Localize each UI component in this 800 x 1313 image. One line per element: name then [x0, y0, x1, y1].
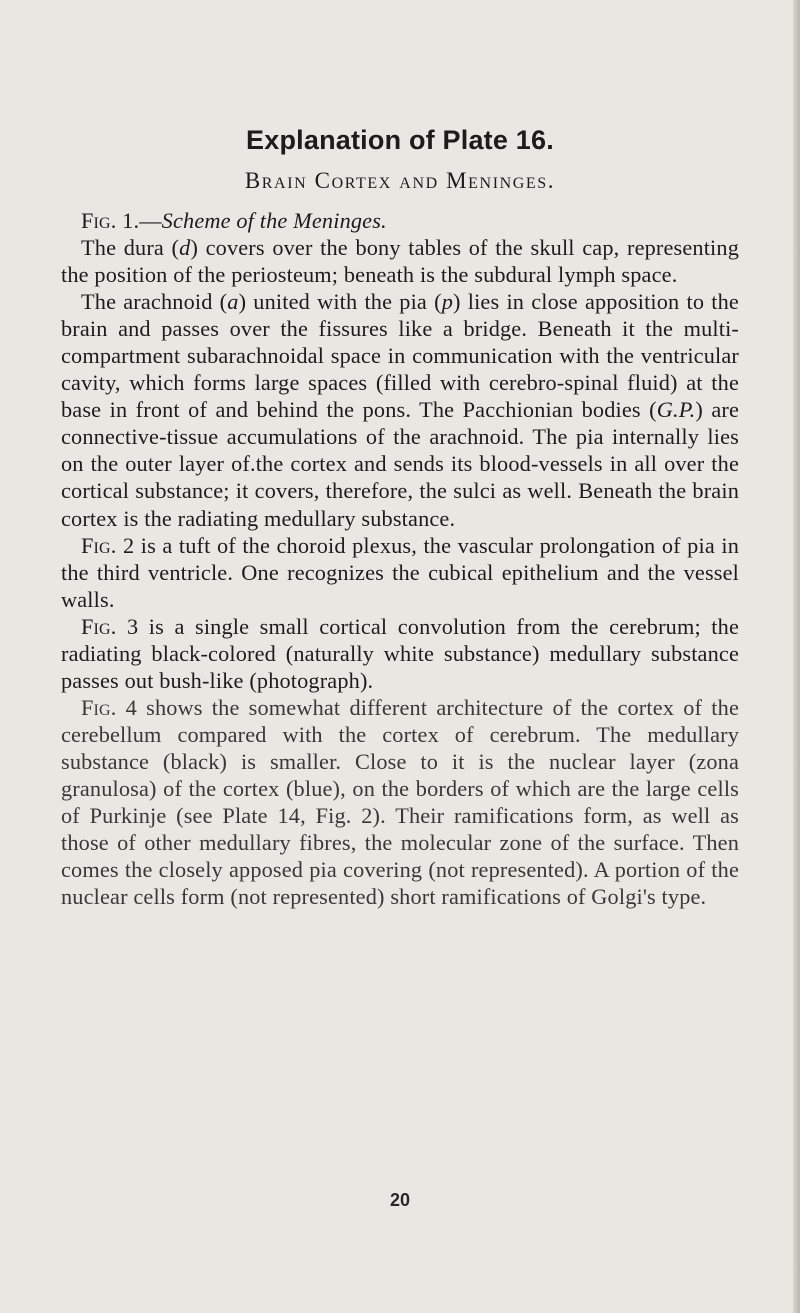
fig2-paragraph — [61, 532, 739, 613]
fig2-text: is a tuft of the choroid plexus, the vascular prolongation of pia in the third ventricle. One recognizes the cubical epithelium and the vessel walls. — [61, 532, 739, 612]
page-number: 20 — [389, 1190, 411, 1210]
fig1-arachnoid-paragraph — [61, 288, 739, 531]
page-edge-shadow — [793, 0, 800, 1313]
text-run: The arachnoid ( — [81, 289, 228, 315]
text-run: The dura ( — [81, 235, 180, 261]
fig4-paragraph — [61, 694, 739, 910]
section-subtitle: Brain Cortex and Meninges. — [244, 168, 556, 193]
plate-explanation-page — [61, 125, 739, 910]
text-run: ) united with the pia ( — [238, 289, 442, 315]
text-run: ) covers over the bony tables of the skull cap, representing the position of the periosteum; beneath is the subdural lymph space. — [61, 235, 739, 288]
fig3-label: Fig. 3 — [81, 613, 139, 639]
fig4-label: Fig. 4 — [81, 694, 137, 720]
fig1-heading: Scheme of the Meninges. — [161, 208, 387, 233]
fig1-heading-paragraph — [61, 207, 739, 234]
fig1-label: Fig. 1. — [81, 208, 140, 233]
text-run: ) lies in close apposition to the brain and passes over the fissures like a bridge. Beneath it the multi-compartment subarachnoidal space in communication with the ventricular cavity, which forms large spaces (filled with cerebro-spinal fluid) at the base in front of and behind the pons. The Pacchionian bodies ( — [61, 289, 739, 423]
fig1-dash: — — [139, 208, 162, 233]
fig1-dura-paragraph — [61, 234, 739, 288]
fig2-label: Fig. 2 — [81, 532, 135, 558]
label-a: a — [227, 289, 239, 315]
text-run: ) are connective-tissue accumulations of the arachnoid. The pia internally lies on the outer layer of.the cortex and sends its blood-vessels in all over the cortical substance; it covers, therefore, the sulci as well. Beneath the brain cortex is the radiating medullary substance. — [61, 397, 739, 531]
label-gp: G.P. — [656, 397, 696, 423]
fig4-text: shows the somewhat different architecture of the cortex of the cerebellum compared with the cortex of cerebrum. The medullary substance (black) is smaller. Close to it is the nuclear layer (zona granulosa) of the cortex (blue), on the borders of which are the large cells of Purkinje (see Plate 14, Fig. 2). Their ramifications form, as well as those of other medullary fibres, the molecular zone of the surface. Then comes the closely apposed pia covering (not represented). A portion of the nuclear cells form (not represented) short ramifications of Golgi's type. — [61, 694, 739, 910]
page-title: Explanation of Plate 16. — [246, 125, 554, 155]
fig3-paragraph — [61, 613, 739, 694]
fig3-text: is a single small cortical convolution from the cerebrum; the radiating black-colored (naturally white substance) medullary substance passes out bush-like (photograph). — [61, 613, 739, 693]
label-d: d — [179, 235, 191, 261]
label-p: p — [441, 289, 454, 315]
